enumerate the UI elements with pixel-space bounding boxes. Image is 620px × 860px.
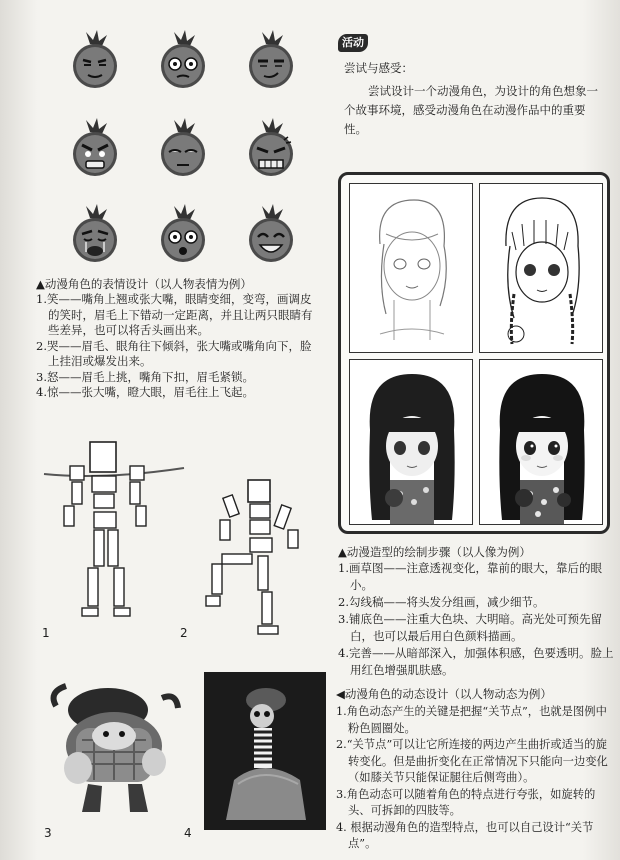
box-mannequin-figure-2 <box>196 476 316 644</box>
step-lineart-panel <box>479 183 603 353</box>
figure-number-2: 2 <box>180 626 188 640</box>
expression-caption-title: ▲动漫角色的表情设计（以人物表情为例） <box>36 277 252 291</box>
try-and-feel-label: 尝试与感受： <box>344 61 413 75</box>
drawing-steps-caption <box>338 544 614 679</box>
furious-face-icon <box>240 118 302 180</box>
dynamic-item-3: 3.角色动态可以随着角色的特点进行夸张，如旋转的头、可拆卸的四肢等。 <box>336 787 596 817</box>
expression-item-laugh: 1.笑——嘴角上翘或张大嘴，眼睛变细，变弯，画调皮的笑时，眉毛上下错动一定距离，并且让两只眼睛有些差异，也可以将舌头画出来。 <box>36 292 313 337</box>
activity-description: 尝试设计一个动漫角色，为设计的角色想象一个故事环境，感受动漫角色在动漫作品中的重要性。 <box>344 84 598 136</box>
stop-motion-photo-figure-4 <box>204 672 326 830</box>
drawing-steps-frame <box>338 172 610 534</box>
expression-item-surprise: 4.惊——张大嘴，瞪大眼，眉毛往上飞起。 <box>36 385 254 399</box>
dynamic-item-4: 4. 根据动漫角色的造型特点，也可以自己设计“关节点”。 <box>336 820 594 850</box>
step-item-refine: 4.完善——从暗部深入，加强体积感，色要透明。脸上用红色增强肌肤感。 <box>338 646 614 677</box>
figure-number-3: 3 <box>44 826 52 840</box>
step-sketch-panel <box>349 183 473 353</box>
smirk-face-icon <box>240 30 302 92</box>
dynamic-design-caption <box>336 686 616 853</box>
step-finished-panel <box>479 359 603 525</box>
clay-character-figure-3 <box>42 676 192 826</box>
mischievous-face-icon <box>64 30 126 92</box>
step-basecolor-panel <box>349 359 473 525</box>
expression-design-caption <box>36 276 314 401</box>
step-item-basecolor: 3.铺底色——注重大色块、大明暗。高光处可预先留白，也可以最后用白色颜料描画。 <box>338 612 602 643</box>
expression-item-cry: 2.哭——眉毛、眼角往下倾斜，张大嘴或嘴角向下，脸上挂泪或爆发出来。 <box>36 338 312 368</box>
dynamic-item-2: 2.“关节点”可以让它所连接的两边产生曲折或适当的旋转变化。但是曲折变化在正常情况下只能向一边变化（如膝关节只能保证腿往后侧弯曲）。 <box>336 738 608 784</box>
surprised-face-icon <box>152 204 214 266</box>
dynamic-item-1: 1.角色动态产生的关键是把握“关节点”，也就是图例中粉色圆圈处。 <box>336 705 607 735</box>
bored-face-icon <box>152 118 214 180</box>
box-mannequin-figure-1 <box>42 436 192 632</box>
expression-item-anger: 3.怒——眉毛上挑，嘴角下扣，眉毛紧锁。 <box>36 369 254 384</box>
crying-face-icon <box>64 204 126 266</box>
step-item-sketch: 1.画草图——注意透视变化，靠前的眼大，靠后的眼小。 <box>338 561 602 592</box>
angry-face-icon <box>64 118 126 180</box>
laughing-face-icon <box>240 204 302 266</box>
figure-number-1: 1 <box>42 626 50 640</box>
drawing-steps-title: ▲动漫造型的绘制步骤（以人像为例） <box>338 545 531 559</box>
dazed-face-icon <box>152 30 214 92</box>
figure-number-4: 4 <box>184 826 192 840</box>
dynamic-design-title: ◀动漫角色的动态设计（以人物动态为例） <box>336 687 552 701</box>
activity-badge: 活动 <box>338 34 368 52</box>
step-item-lineart: 2.勾线稿——将头发分组画，减少细节。 <box>338 595 545 609</box>
